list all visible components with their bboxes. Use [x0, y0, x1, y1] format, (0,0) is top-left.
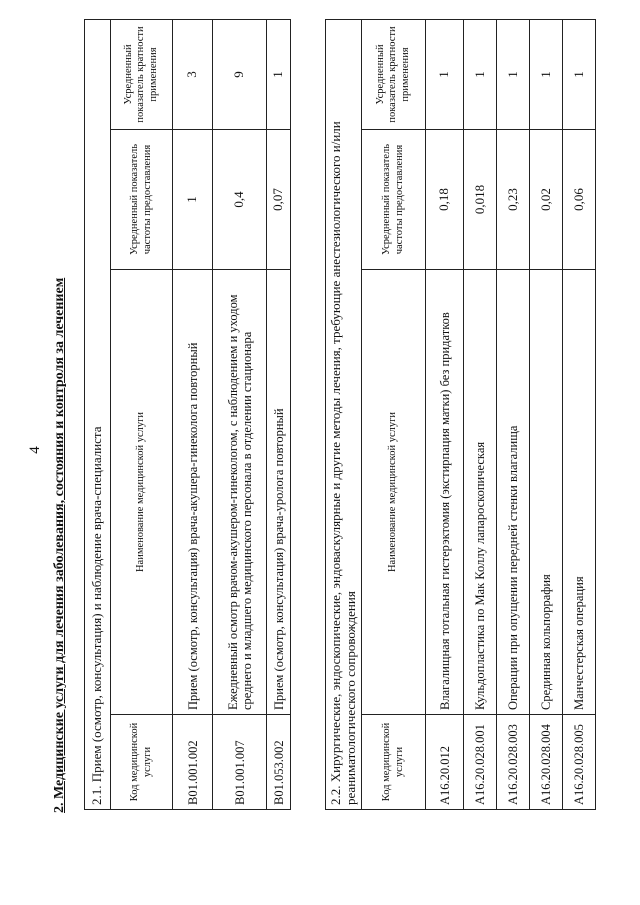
table-row: [267, 19, 291, 809]
frequency-value: 0,23: [497, 130, 530, 270]
table-row: [426, 19, 464, 809]
service-name: Операции при опущении передней стенки влагалища: [497, 270, 530, 715]
header-name: Наименование медицинской услуги: [362, 270, 426, 715]
frequency-value: 1: [173, 130, 213, 270]
service-name: Манчестерская операция: [563, 270, 596, 715]
page-number: 4: [27, 446, 43, 454]
table-row: [173, 19, 213, 809]
table-row: [213, 19, 267, 809]
header-multiplicity: Усредненный показатель кратности применения: [111, 19, 173, 129]
service-name: Ежедневный осмотр врачом-акушером-гинекологом, с наблюдением и уходом среднего и младшего медицинского персонала в отделении стационара: [213, 270, 267, 715]
table-subtitle: 2.2. Хирургические, эндоскопические, эндоваскулярные и другие методы лечения, требующие анестезиологического и/или реаниматологического сопровождения: [326, 19, 362, 809]
service-code: A16.20.028.003: [497, 715, 530, 810]
header-frequency: Усредненный показатель частоты предоставления: [111, 130, 173, 270]
multiplicity-value: 1: [530, 19, 563, 129]
service-name: Прием (осмотр, консультация) врача-уролога повторный: [267, 270, 291, 715]
service-name: Кульдопластика по Мак Коллу лапароскопическая: [464, 270, 497, 715]
multiplicity-value: 1: [267, 19, 291, 129]
service-code: A16.20.028.005: [563, 715, 596, 810]
multiplicity-value: 1: [426, 19, 464, 129]
frequency-value: 0,02: [530, 130, 563, 270]
frequency-value: 0,06: [563, 130, 596, 270]
header-multiplicity: Усредненный показатель кратности применения: [362, 19, 426, 129]
multiplicity-value: 1: [563, 19, 596, 129]
multiplicity-value: 1: [497, 19, 530, 129]
header-name: Наименование медицинской услуги: [111, 270, 173, 715]
header-code: Код медицинской услуги: [111, 715, 173, 810]
table-subtitle: 2.1. Прием (осмотр, консультация) и наблюдение врача-специалиста: [85, 19, 111, 809]
table-row: [464, 19, 497, 809]
frequency-value: 0,07: [267, 130, 291, 270]
service-code: A16.20.012: [426, 715, 464, 810]
services-table-surgical: [325, 19, 596, 810]
multiplicity-value: 9: [213, 19, 267, 129]
header-code: Код медицинской услуги: [362, 715, 426, 810]
services-table-consultations: [84, 19, 291, 810]
service-code: A16.20.028.004: [530, 715, 563, 810]
service-code: A16.20.028.001: [464, 715, 497, 810]
frequency-value: 0,4: [213, 130, 267, 270]
frequency-value: 0,018: [464, 130, 497, 270]
service-name: Прием (осмотр, консультация) врача-акушера-гинеколога повторный: [173, 270, 213, 715]
frequency-value: 0,18: [426, 130, 464, 270]
section-title: 2. Медицинские услуги для лечения заболевания, состояния и контроля за лечением: [52, 277, 67, 813]
multiplicity-value: 1: [464, 19, 497, 129]
service-code: B01.001.002: [173, 715, 213, 810]
table-row: [530, 19, 563, 809]
service-name: Влагалищная тотальная гистерэктомия (экстирпация матки) без придатков: [426, 270, 464, 715]
table-row: [497, 19, 530, 809]
table-row: [563, 19, 596, 809]
header-frequency: Усредненный показатель частоты предоставления: [362, 130, 426, 270]
multiplicity-value: 3: [173, 19, 213, 129]
service-code: B01.001.007: [213, 715, 267, 810]
service-code: B01.053.002: [267, 715, 291, 810]
service-name: Срединная кольпоррафия: [530, 270, 563, 715]
